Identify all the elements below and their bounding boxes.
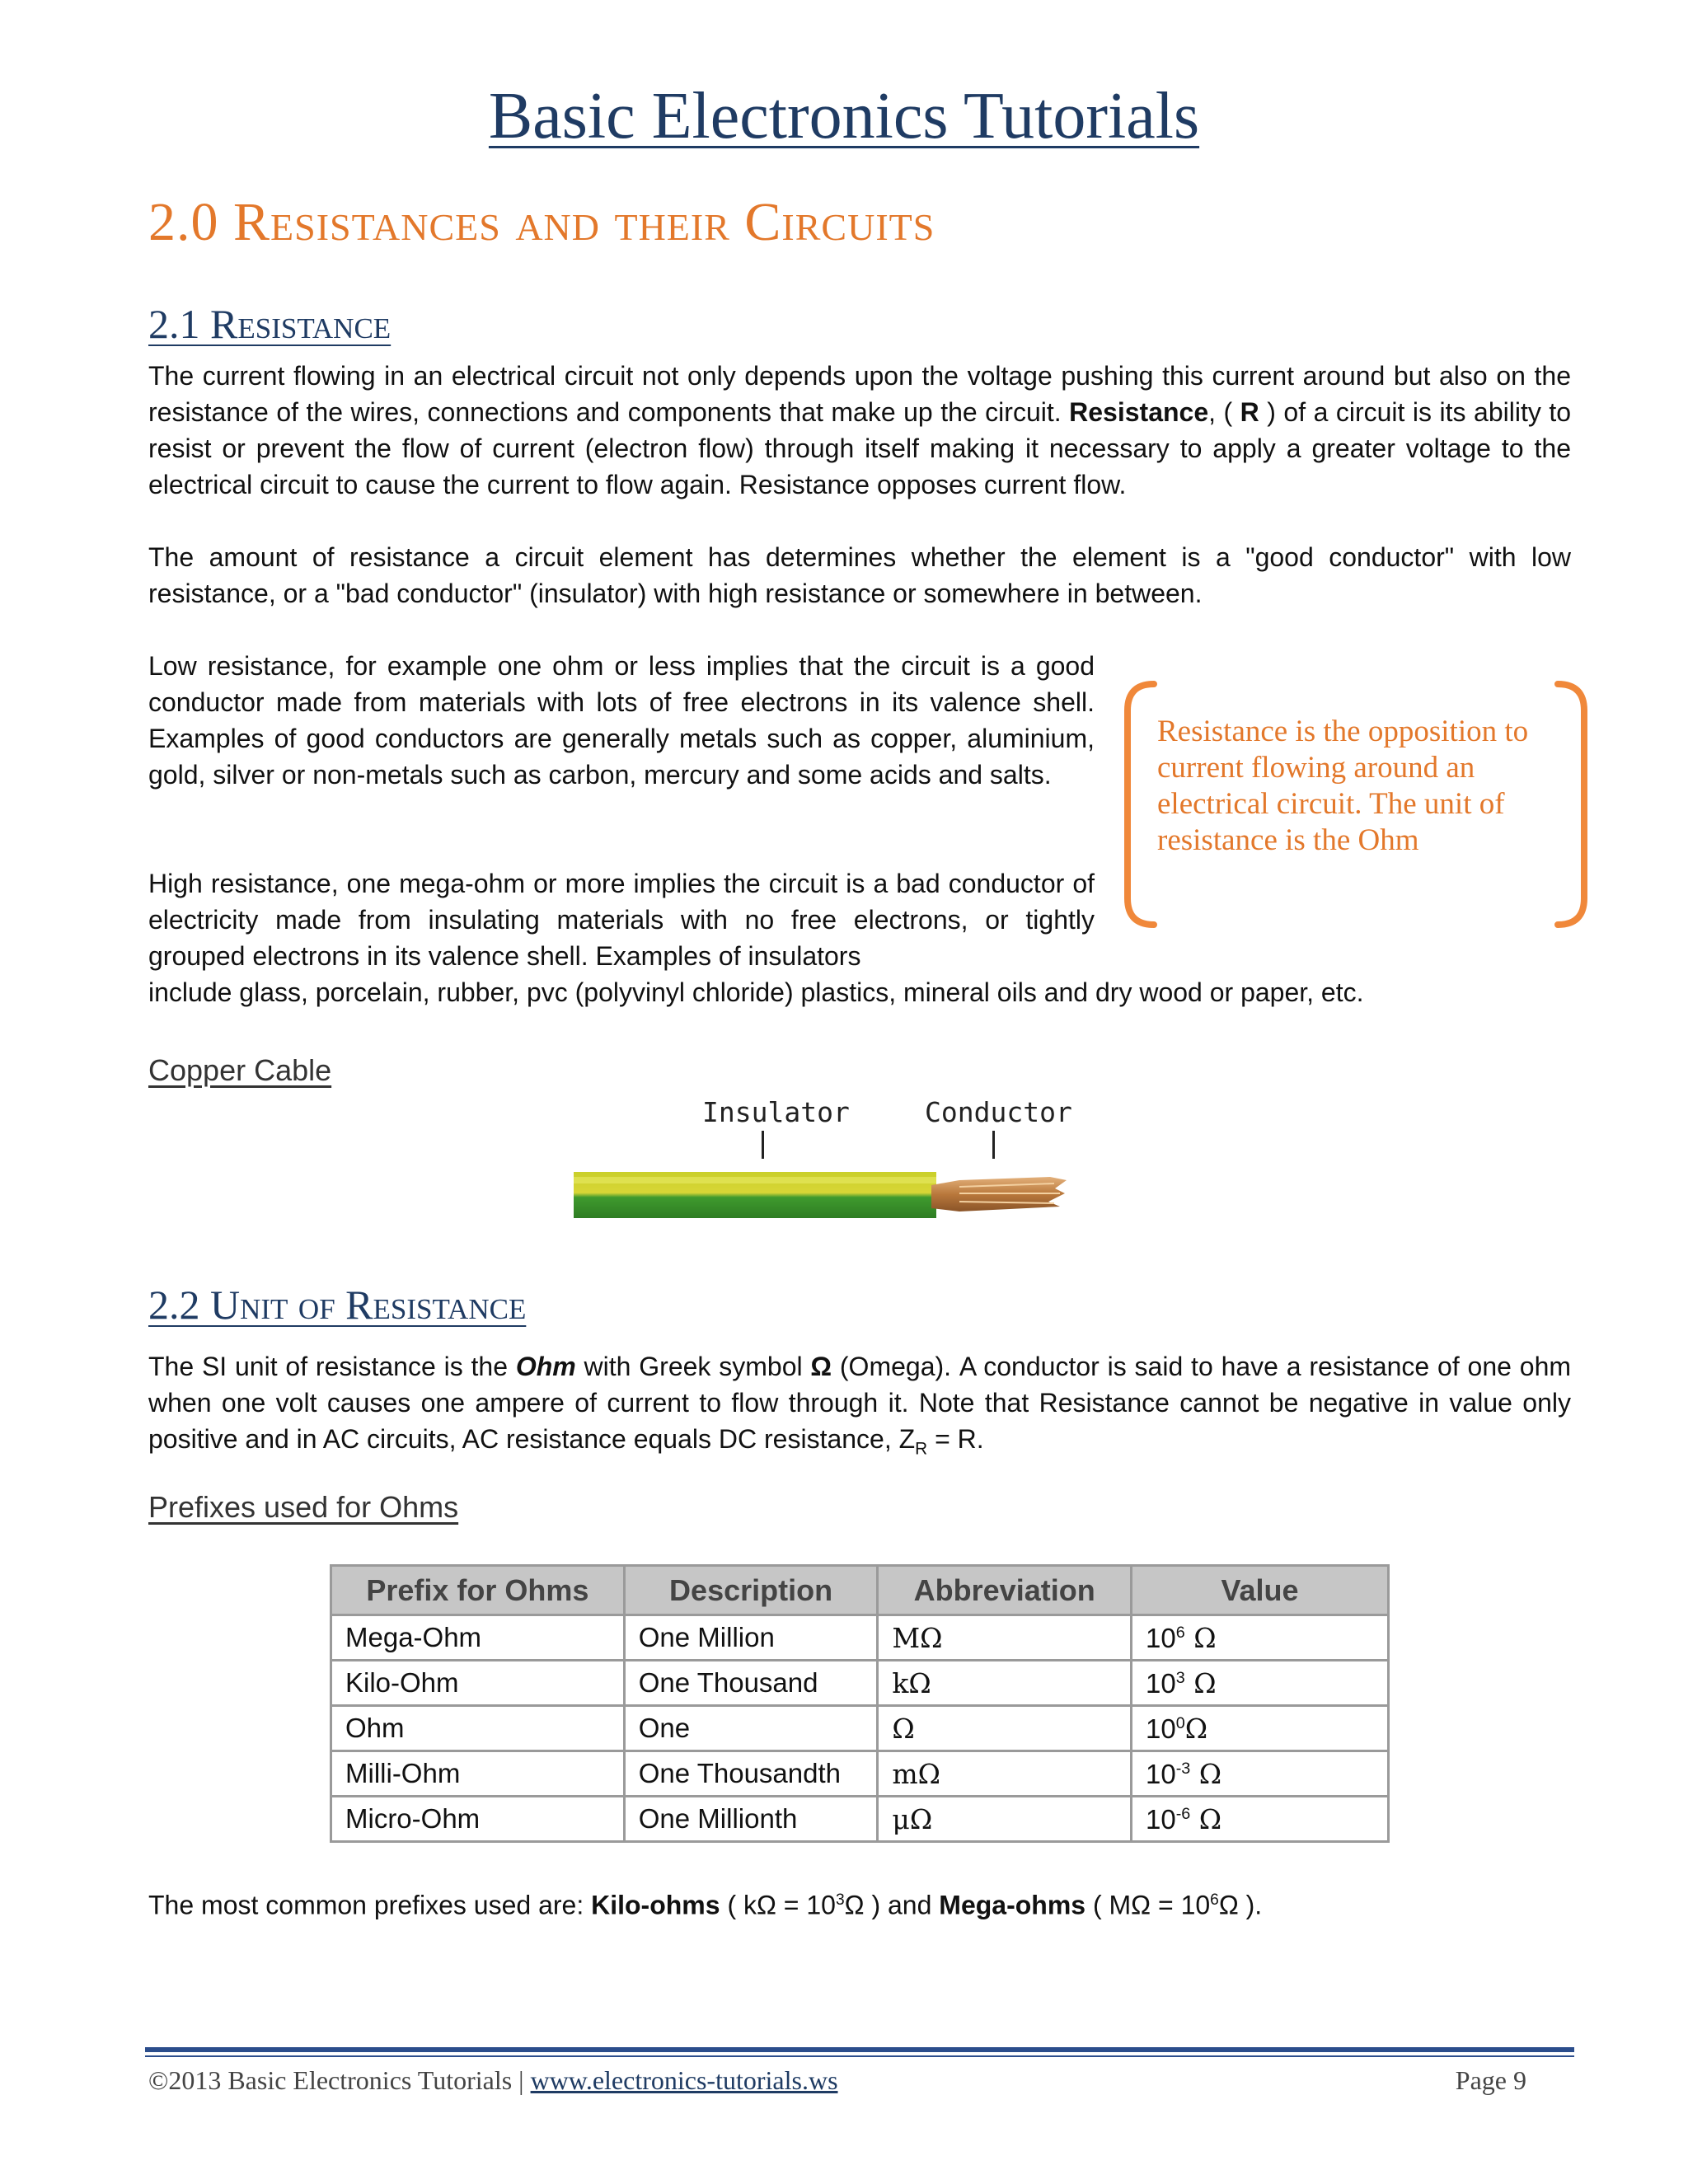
callout-text: Resistance is the opposition to current flowing around an electrical circuit. The unit of resistance is the Ohm (1157, 715, 1529, 857)
paragraph-resistance-intro: The current flowing in an electrical circuit not only depends upon the voltage pushing this current around but also on the resistance of the wires, connections and components that make up the circuit. Resistance, ( R ) of a circuit is its ability to resist or prevent the flow of current (electron flow) through itself making it necessary to apply a greater voltage to the electrical circuit to cause the current to flow again. Resistance opposes current flow. (148, 361, 1572, 499)
footer-divider-thin (145, 2055, 1574, 2057)
document-title: Basic Electronics Tutorials (488, 80, 1200, 152)
footer-website-link[interactable]: www.electronics-tutorials.ws (530, 2065, 838, 2095)
paragraph-high-resistance: High resistance, one mega-ohm or more implies the circuit is a bad conductor of electricity made from insulating materials with no free electrons, or tightly grouped electrons in its valence shell. Examples of insulators (148, 869, 1095, 971)
cell-abbreviation: Ω (878, 1706, 1132, 1751)
prefixes-heading: Prefixes used for Ohms (148, 1490, 459, 1524)
cell-abbreviation: MΩ (878, 1615, 1132, 1661)
table-row (331, 1661, 1389, 1706)
page-number: Page 9 (1455, 2065, 1526, 2095)
paragraph-low-resistance: Low resistance, for example one ohm or less implies that the circuit is a good conductor made from materials with lots of free electrons in its valence shell. Examples of good conductors are generally metals such as copper, aluminium, gold, silver or non-metals such as carbon, mercury and some acids and salts. (148, 651, 1095, 790)
section-heading-resistance: 2.1 Resistance (148, 301, 392, 347)
cell-value: $10^6$ Ω (1131, 1615, 1388, 1661)
copper-cable-heading: Copper Cable (148, 1053, 332, 1087)
cell-prefix: Kilo-Ohm (331, 1661, 625, 1706)
cell-prefix: Micro-Ohm (331, 1797, 625, 1842)
copper-cable-image (572, 1165, 1075, 1225)
cell-prefix: Mega-Ohm (331, 1615, 625, 1661)
section-heading-unit: 2.2 Unit of Resistance (148, 1282, 527, 1328)
cell-value: $10^{-6}$ Ω (1131, 1797, 1388, 1842)
paragraph-insulator-examples: include glass, porcelain, rubber, pvc (polyvinyl chloride) plastics, mineral oils and dry wood or paper, etc. (148, 977, 1364, 1007)
table-row (331, 1615, 1389, 1661)
cell-description: One Millionth (624, 1797, 878, 1842)
cell-description: One Million (624, 1615, 878, 1661)
table-header-row (331, 1566, 1389, 1615)
conductor-pointer (992, 1131, 995, 1159)
cell-description: One (624, 1706, 878, 1751)
column-header: Value (1131, 1566, 1388, 1615)
cell-prefix: Ohm (331, 1706, 625, 1751)
table-row (331, 1797, 1389, 1842)
footer-divider (145, 2047, 1574, 2052)
cell-prefix: Milli-Ohm (331, 1751, 625, 1797)
cell-abbreviation: μΩ (878, 1797, 1132, 1842)
cell-value: $10^0\Omega$ (1131, 1706, 1388, 1751)
paragraph-conductor-definition: The amount of resistance a circuit element has determines whether the element is a "good conductor" with low resistance, or a "bad conductor" (insulator) with high resistance or somewhere in between. (148, 542, 1571, 608)
column-header: Description (624, 1566, 878, 1615)
prefix-table (330, 1564, 1390, 1843)
cell-value: $10^3$ Ω (1131, 1661, 1388, 1706)
table-row (331, 1751, 1389, 1797)
footer-copyright: ©2013 Basic Electronics Tutorials | www.electronics-tutorials.ws (148, 2065, 838, 2095)
cell-abbreviation: kΩ (878, 1661, 1132, 1706)
cell-value: $10^{-3}$ Ω (1131, 1751, 1388, 1797)
column-header: Prefix for Ohms (331, 1566, 625, 1615)
chapter-title: 2.0 Resistances and their Circuits (148, 192, 935, 252)
paragraph-common-prefixes: The most common prefixes used are: Kilo-ohms ( $k\Omega = 10^3\Omega$ ) and Mega-ohms ( $M\Omega = 10^6\Omega$ ). (148, 1890, 1263, 1920)
paragraph-si-unit: The SI unit of resistance is the Ohm with Greek symbol Ω (Omega). A conductor is said to have a resistance of one ohm when one volt causes one ampere of current to flow through it. Note that Resistance cannot be negative in value only positive and in AC circuits, AC resistance equals DC resistance, $Z_R = R$. (148, 1352, 1572, 1459)
cell-abbreviation: mΩ (878, 1751, 1132, 1797)
insulator-pointer (762, 1131, 764, 1159)
cell-description: One Thousand (624, 1661, 878, 1706)
resistance-callout (1121, 677, 1591, 931)
table-row (331, 1706, 1389, 1751)
cell-description: One Thousandth (624, 1751, 878, 1797)
column-header: Abbreviation (878, 1566, 1132, 1615)
conductor-label: Conductor (925, 1096, 1072, 1128)
insulator-label: Insulator (702, 1096, 850, 1128)
